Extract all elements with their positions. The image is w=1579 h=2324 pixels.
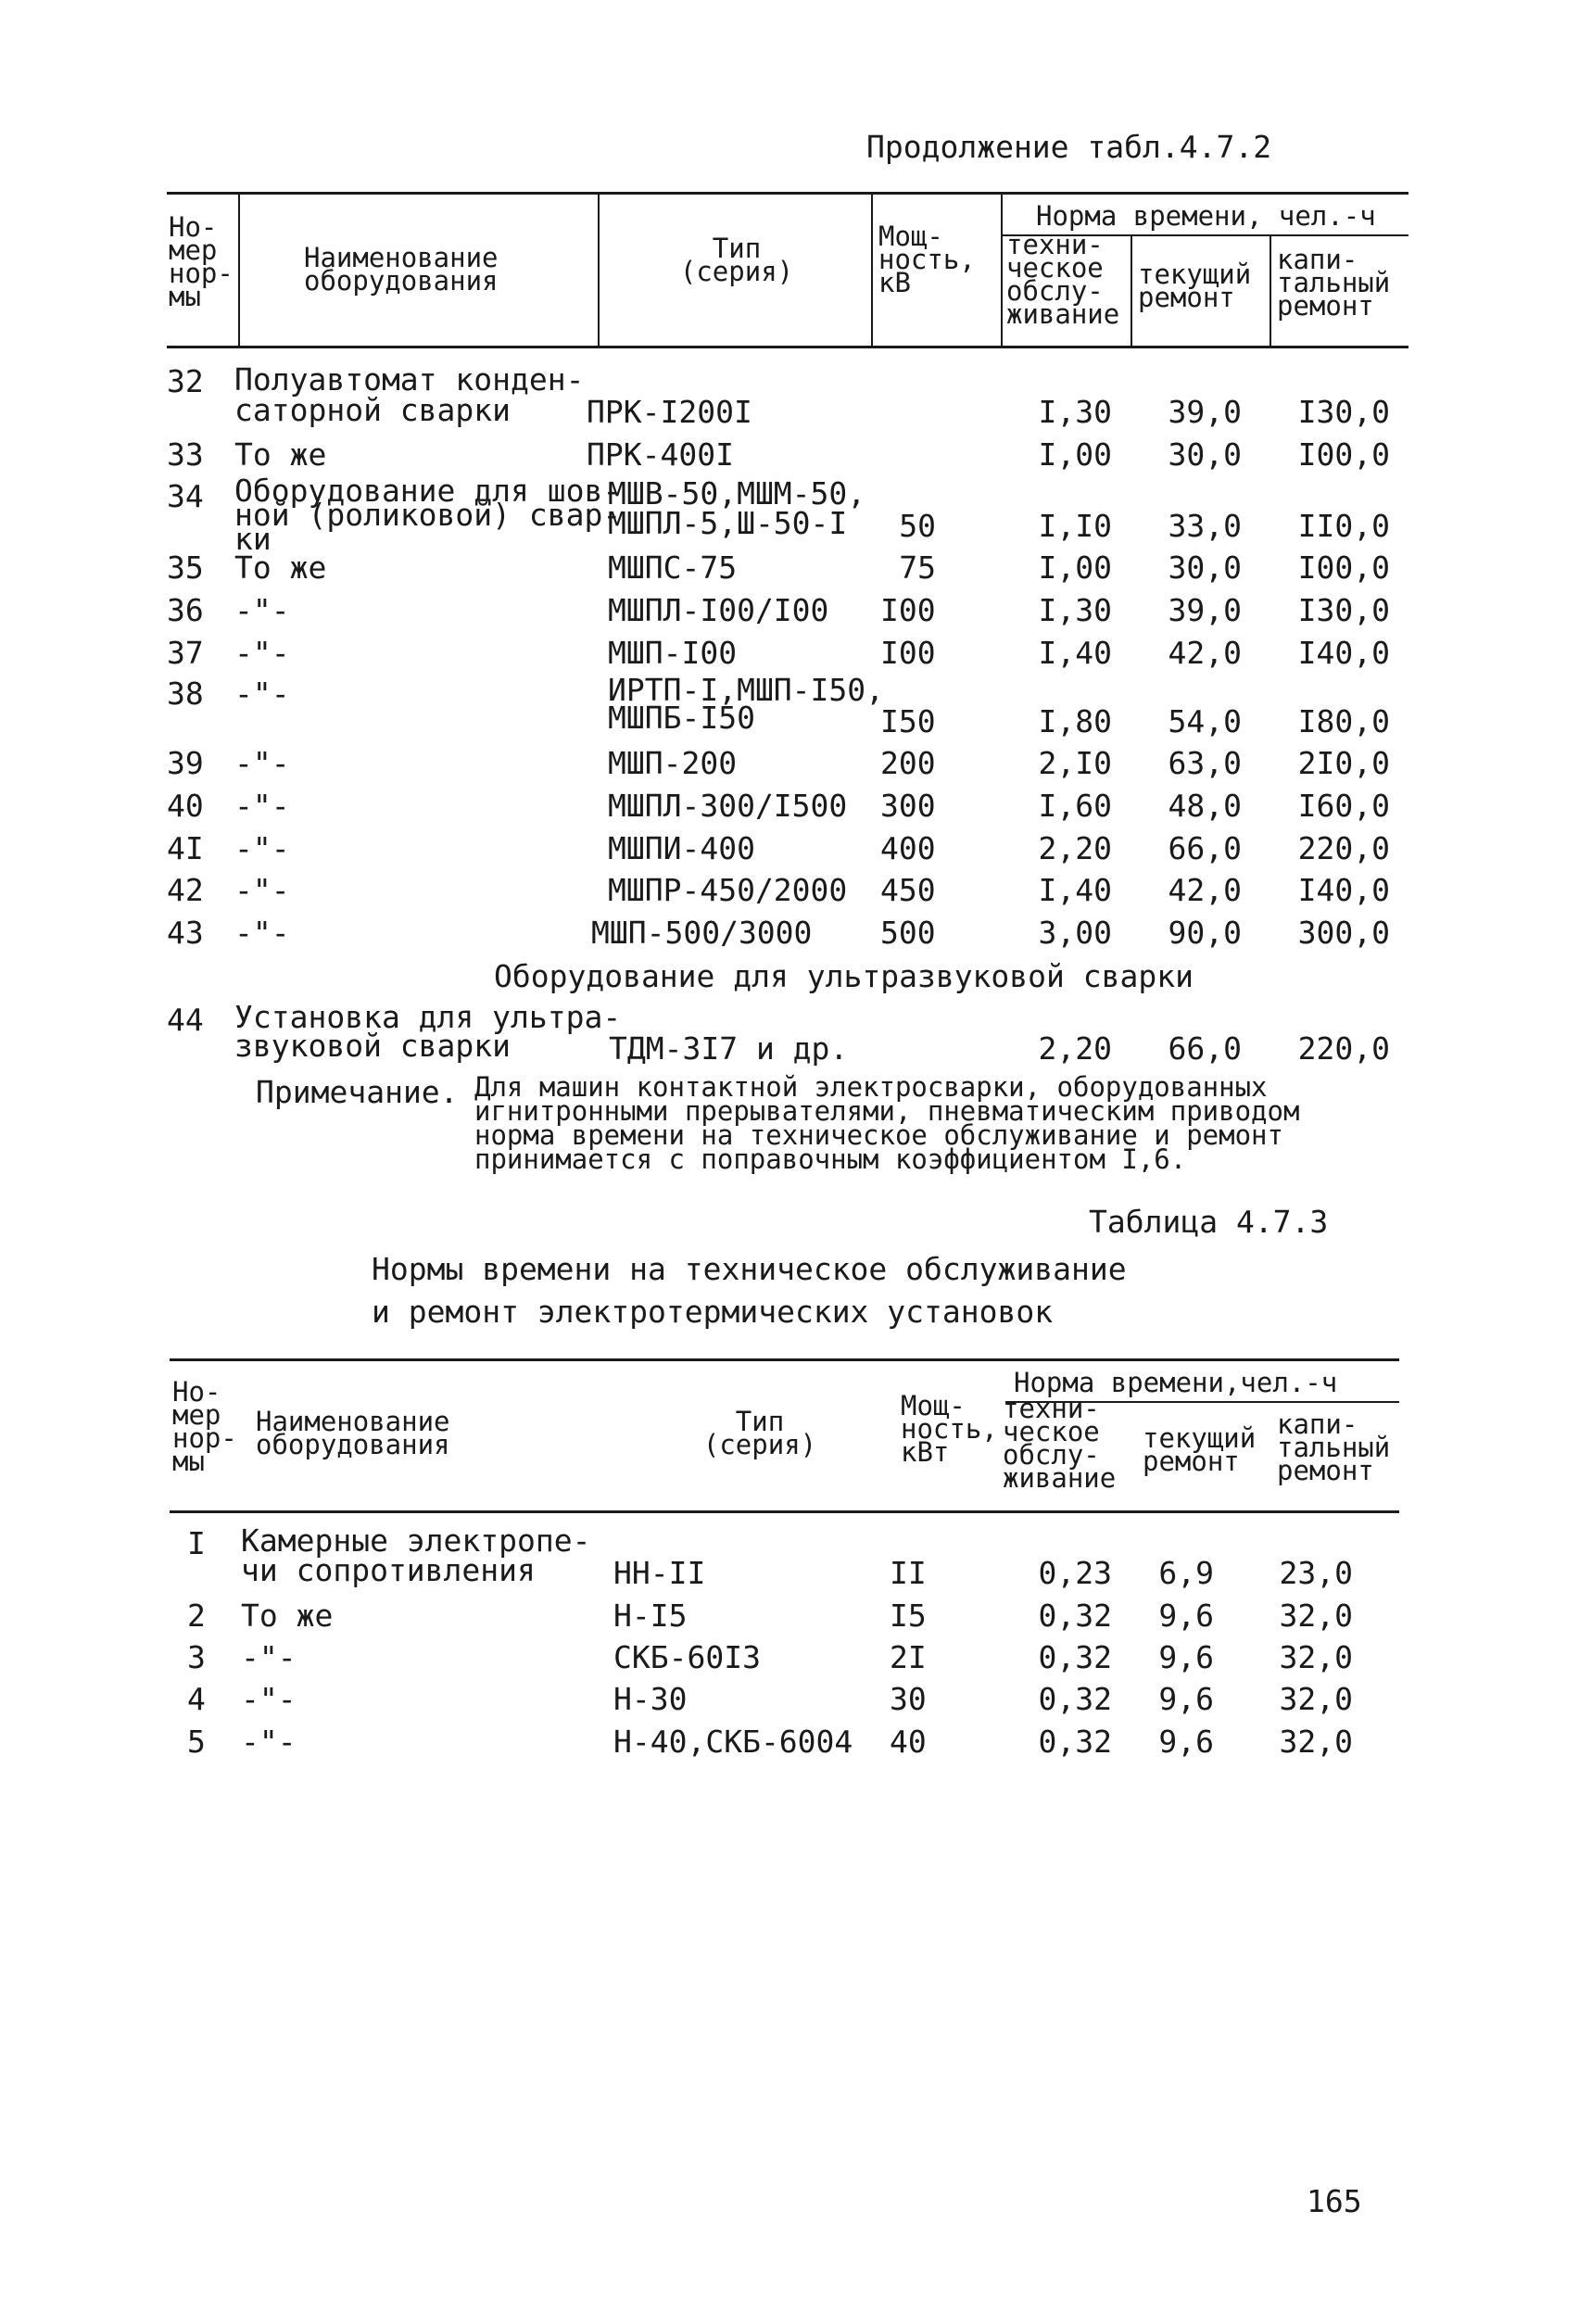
row-tech: I,40 bbox=[1038, 872, 1112, 908]
row-capital: I30,0 bbox=[1297, 592, 1390, 628]
row-tech: 2,20 bbox=[1038, 1030, 1112, 1067]
row-type: ТДМ-3I7 и др. bbox=[609, 1030, 849, 1067]
table1-header-tech: техни- ческое обслу- живание bbox=[1006, 229, 1120, 330]
row-tech: I,00 bbox=[1038, 436, 1112, 473]
row-num: 44 bbox=[167, 1002, 204, 1038]
row-num: 32 bbox=[167, 363, 204, 399]
row-tech: I,00 bbox=[1038, 549, 1112, 586]
table1-col-divider bbox=[238, 192, 240, 346]
row-tech: I,30 bbox=[1038, 592, 1112, 628]
row-power: 300 bbox=[880, 788, 936, 824]
row-tech: 0,32 bbox=[1038, 1724, 1112, 1760]
row-name: Установка для ультра- звуковой сварки bbox=[234, 999, 622, 1064]
row-name: -"- bbox=[234, 788, 290, 824]
table2-header-norm-title: Норма времени,чел.-ч bbox=[1014, 1367, 1338, 1398]
table2-header-num: Но- мер нор- мы bbox=[172, 1376, 237, 1477]
row-tech: I,40 bbox=[1038, 635, 1112, 671]
row-type: МШП-I00 bbox=[608, 635, 738, 671]
row-current: 54,0 bbox=[1168, 703, 1242, 739]
row-power: 2I bbox=[890, 1639, 927, 1675]
note-text: Для машин контактной электросварки, оборудованных игнитронными прерывателями, пневматическим приводом норма времени на техническое обслуживание и ремонт принимается с поправочным коэффициентом I,6. bbox=[474, 1071, 1300, 1175]
table1-header-num: Но- мер нор- мы bbox=[169, 211, 234, 312]
table2-header-current: текущий ремонт bbox=[1143, 1422, 1257, 1477]
table1-header-capital: капи- тальный ремонт bbox=[1277, 244, 1391, 322]
row-power: 30 bbox=[890, 1681, 927, 1717]
row-num: 42 bbox=[167, 872, 204, 908]
row-type: МШПЛ-I00/I00 bbox=[608, 592, 829, 628]
row-name: То же bbox=[234, 549, 327, 586]
table2-header-type: Тип (серия) bbox=[702, 1406, 817, 1460]
table2-title-line1: Нормы времени на техническое обслуживание bbox=[372, 1251, 1127, 1287]
row-current: 9,6 bbox=[1158, 1598, 1214, 1634]
row-power: 200 bbox=[880, 745, 936, 781]
row-type: Н-I5 bbox=[613, 1598, 688, 1634]
table2-header-tech: техни- ческое обслу- живание bbox=[1003, 1393, 1117, 1494]
row-num: I bbox=[187, 1525, 206, 1561]
table2-title-line2: и ремонт электротермических установок bbox=[372, 1294, 1054, 1330]
row-tech: 3,00 bbox=[1038, 915, 1112, 951]
row-num: 4I bbox=[167, 830, 204, 866]
row-tech: 0,32 bbox=[1038, 1639, 1112, 1675]
row-name: Камерные электропе- чи сопротивления bbox=[241, 1522, 591, 1588]
row-capital: 32,0 bbox=[1279, 1639, 1353, 1675]
row-tech: 0,23 bbox=[1038, 1555, 1112, 1591]
table1-header-bottom-rule bbox=[167, 346, 1408, 348]
row-capital: 2I0,0 bbox=[1297, 745, 1390, 781]
row-name: -"- bbox=[234, 745, 290, 781]
row-type: ИРТП-I,МШП-I50, МШПБ-I50 bbox=[608, 672, 885, 736]
row-name: То же bbox=[234, 436, 327, 473]
row-name: -"- bbox=[241, 1681, 297, 1717]
continuation-label: Продолжение табл.4.7.2 bbox=[866, 129, 1272, 165]
row-capital: I80,0 bbox=[1297, 703, 1390, 739]
row-current: 42,0 bbox=[1168, 635, 1242, 671]
row-power: 500 bbox=[880, 915, 936, 951]
row-tech: 0,32 bbox=[1038, 1681, 1112, 1717]
row-type: МШПИ-400 bbox=[608, 830, 755, 866]
row-current: 90,0 bbox=[1168, 915, 1242, 951]
row-capital: I30,0 bbox=[1297, 394, 1390, 430]
row-current: 39,0 bbox=[1168, 394, 1242, 430]
row-num: 3 bbox=[187, 1639, 206, 1675]
page-number: 165 bbox=[1307, 2183, 1362, 2219]
table2-header-capital: капи- тальный ремонт bbox=[1277, 1408, 1391, 1486]
row-power: 40 bbox=[890, 1724, 927, 1760]
row-num: 39 bbox=[167, 745, 204, 781]
row-tech: 0,32 bbox=[1038, 1598, 1112, 1634]
row-type: ПРК-400I bbox=[587, 436, 734, 473]
row-capital: 300,0 bbox=[1297, 915, 1390, 951]
row-name: -"- bbox=[234, 915, 290, 951]
row-type: СКБ-60I3 bbox=[613, 1639, 761, 1675]
row-num: 36 bbox=[167, 592, 204, 628]
row-current: 30,0 bbox=[1168, 436, 1242, 473]
row-tech: I,I0 bbox=[1038, 508, 1112, 544]
row-type: Н-30 bbox=[613, 1681, 688, 1717]
table1-top-rule bbox=[167, 192, 1408, 195]
row-power: I5 bbox=[890, 1598, 927, 1634]
table1-col-divider bbox=[871, 192, 873, 346]
row-name: -"- bbox=[241, 1724, 297, 1760]
row-power: 450 bbox=[880, 872, 936, 908]
row-name: -"- bbox=[234, 830, 290, 866]
row-current: 66,0 bbox=[1168, 1030, 1242, 1067]
row-type: МШПЛ-300/I500 bbox=[608, 788, 848, 824]
row-num: 4 bbox=[187, 1681, 206, 1717]
row-num: 40 bbox=[167, 788, 204, 824]
row-type: ПРК-I200I bbox=[587, 394, 752, 430]
table1-header-power: Мощ- ность, кВ bbox=[878, 221, 976, 298]
row-power: I00 bbox=[880, 635, 936, 671]
row-capital: 32,0 bbox=[1279, 1598, 1353, 1634]
row-capital: I00,0 bbox=[1297, 549, 1390, 586]
row-capital: II0,0 bbox=[1297, 508, 1390, 544]
row-current: 42,0 bbox=[1168, 872, 1242, 908]
row-num: 35 bbox=[167, 549, 204, 586]
row-type: МШП-500/3000 bbox=[591, 915, 813, 951]
row-type: МШП-200 bbox=[608, 745, 738, 781]
row-current: 48,0 bbox=[1168, 788, 1242, 824]
row-capital: 220,0 bbox=[1297, 830, 1390, 866]
table1-col-divider bbox=[1270, 236, 1271, 346]
table2-label: Таблица 4.7.3 bbox=[1089, 1204, 1329, 1240]
row-type: Н-40,СКБ-6004 bbox=[613, 1724, 853, 1760]
row-current: 39,0 bbox=[1168, 592, 1242, 628]
table2-header-name: Наименование оборудования bbox=[256, 1406, 450, 1460]
note-label: Примечание. bbox=[256, 1074, 459, 1110]
row-power: I00 bbox=[880, 592, 936, 628]
table2-header-power: Мощ- ность, кВт bbox=[901, 1390, 998, 1468]
row-power: I50 bbox=[880, 703, 936, 739]
table1-col-divider bbox=[1131, 236, 1132, 346]
row-current: 30,0 bbox=[1168, 549, 1242, 586]
row-type: НН-II bbox=[613, 1555, 706, 1591]
table1-header-type: Тип (серия) bbox=[679, 233, 794, 287]
row-name: -"- bbox=[234, 635, 290, 671]
row-type: МШПС-75 bbox=[608, 549, 738, 586]
table1-col-divider bbox=[1001, 192, 1003, 346]
table1-header-norm-title: Норма времени, чел.-ч bbox=[1036, 200, 1376, 232]
row-power: II bbox=[890, 1555, 927, 1591]
row-capital: 32,0 bbox=[1279, 1724, 1353, 1760]
row-capital: I60,0 bbox=[1297, 788, 1390, 824]
row-tech: 2,I0 bbox=[1038, 745, 1112, 781]
row-num: 5 bbox=[187, 1724, 206, 1760]
row-name: Полуавтомат конден- саторной сварки bbox=[234, 361, 585, 428]
row-power: 400 bbox=[880, 830, 936, 866]
row-num: 43 bbox=[167, 915, 204, 951]
row-num: 2 bbox=[187, 1598, 206, 1634]
row-capital: I40,0 bbox=[1297, 872, 1390, 908]
row-capital: 220,0 bbox=[1297, 1030, 1390, 1067]
row-name: -"- bbox=[234, 872, 290, 908]
row-num: 38 bbox=[167, 676, 204, 712]
row-type: МШВ-50,МШМ-50, МШПЛ-5,Ш-50-I bbox=[608, 475, 866, 541]
row-name: То же bbox=[241, 1598, 334, 1634]
table2-header-bottom-rule bbox=[170, 1510, 1399, 1513]
row-power: 75 bbox=[899, 549, 936, 586]
row-tech: I,60 bbox=[1038, 788, 1112, 824]
row-name: -"- bbox=[234, 676, 290, 712]
row-current: 63,0 bbox=[1168, 745, 1242, 781]
row-name: -"- bbox=[234, 592, 290, 628]
row-current: 66,0 bbox=[1168, 830, 1242, 866]
row-current: 9,6 bbox=[1158, 1681, 1214, 1717]
row-capital: 23,0 bbox=[1279, 1555, 1353, 1591]
row-tech: I,80 bbox=[1038, 703, 1112, 739]
row-current: 9,6 bbox=[1158, 1639, 1214, 1675]
table1-col-divider bbox=[598, 192, 600, 346]
table1-header-current: текущий ремонт bbox=[1138, 259, 1252, 313]
row-power: 50 bbox=[899, 508, 936, 544]
row-current: 33,0 bbox=[1168, 508, 1242, 544]
table1-header-name: Наименование оборудования bbox=[304, 242, 499, 297]
section-title: Оборудование для ультразвуковой сварки bbox=[494, 958, 1194, 994]
row-num: 37 bbox=[167, 635, 204, 671]
row-tech: 2,20 bbox=[1038, 830, 1112, 866]
row-current: 9,6 bbox=[1158, 1724, 1214, 1760]
row-name: Оборудование для шов- ной (роликовой) свар- ки bbox=[234, 473, 622, 557]
row-capital: 32,0 bbox=[1279, 1681, 1353, 1717]
row-current: 6,9 bbox=[1158, 1555, 1214, 1591]
row-capital: I40,0 bbox=[1297, 635, 1390, 671]
table2-top-rule bbox=[170, 1358, 1399, 1361]
row-num: 34 bbox=[167, 478, 204, 514]
row-tech: I,30 bbox=[1038, 394, 1112, 430]
row-capital: I00,0 bbox=[1297, 436, 1390, 473]
row-name: -"- bbox=[241, 1639, 297, 1675]
row-num: 33 bbox=[167, 436, 204, 473]
row-type: МШПР-450/2000 bbox=[608, 872, 848, 908]
